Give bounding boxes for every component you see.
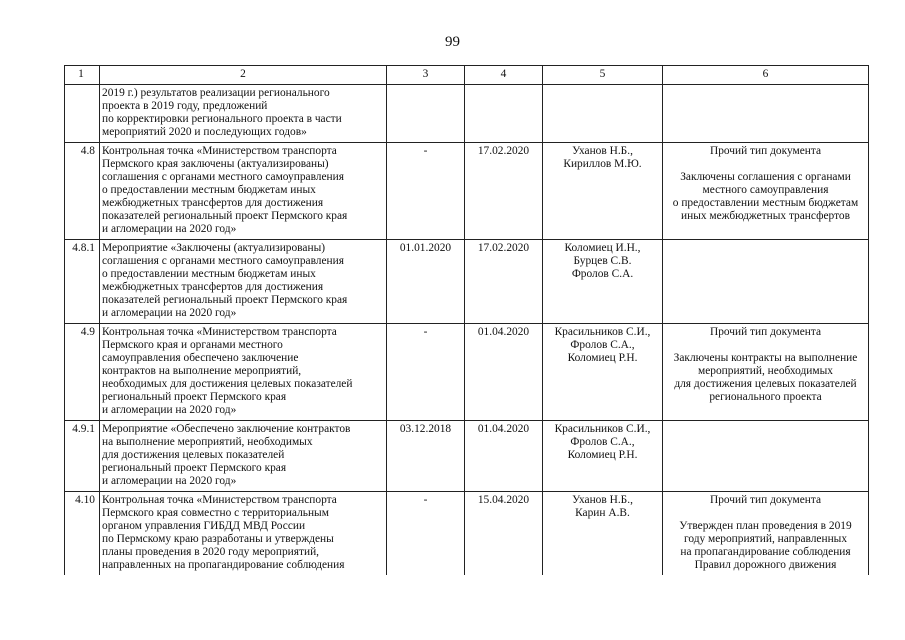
row-start-date: 01.01.2020 (387, 240, 465, 324)
row-result (663, 85, 869, 143)
column-header-5: 5 (543, 66, 663, 85)
table-row (65, 143, 869, 240)
row-description: Мероприятие «Заключены (актуализированы) соглашения с органами местного самоуправления о предоставлении местным бюджетам иных межбюджетных трансфертов для достижения показателей региональный проект Пермского края и агломерации на 2020 год» (100, 240, 387, 324)
row-description: Контрольная точка «Министерством транспорта Пермского края заключены (актуализированы) соглашения с органами местного самоуправления о предоставлении местным бюджетам иных межбюджетных трансфертов для достижения показателей региональный проект Пермского края и агломерации на 2020 год» (100, 143, 387, 240)
row-end-date: 17.02.2020 (465, 240, 543, 324)
row-responsible: Красильников С.И., Фролов С.А., Коломиец Р.Н. (543, 421, 663, 492)
row-number: 4.8.1 (65, 240, 100, 324)
row-result (663, 240, 869, 324)
row-start-date: 03.12.2018 (387, 421, 465, 492)
row-result: Прочий тип документа Заключены контракты на выполнение мероприятий, необходимых для достижения целевых показателей регионального проекта (663, 324, 869, 421)
table-row (65, 240, 869, 324)
row-end-date: 17.02.2020 (465, 143, 543, 240)
row-responsible: Красильников С.И., Фролов С.А., Коломиец Р.Н. (543, 324, 663, 421)
column-header-3: 3 (387, 66, 465, 85)
row-end-date: 01.04.2020 (465, 421, 543, 492)
table-row (65, 85, 869, 143)
row-start-date: - (387, 492, 465, 576)
row-start-date: - (387, 143, 465, 240)
table-row (65, 324, 869, 421)
plan-table (64, 65, 869, 575)
row-start-date (387, 85, 465, 143)
row-number (65, 85, 100, 143)
row-end-date (465, 85, 543, 143)
column-header-6: 6 (663, 66, 869, 85)
row-result: Прочий тип документа Заключены соглашения с органами местного самоуправления о предоставлении местным бюджетам иных межбюджетных трансфертов (663, 143, 869, 240)
row-description: Контрольная точка «Министерством транспорта Пермского края совместно с территориальным органом управления ГИБДД МВД России по Пермскому краю разработаны и утверждены планы проведения в 2020 году мероприятий, направленных на пропагандирование соблюдения (100, 492, 387, 576)
row-start-date: - (387, 324, 465, 421)
row-number: 4.9.1 (65, 421, 100, 492)
row-responsible (543, 85, 663, 143)
table-row (65, 492, 869, 576)
row-result: Прочий тип документа Утвержден план проведения в 2019 году мероприятий, направленных на пропагандирование соблюдения Правил дорожного движения (663, 492, 869, 576)
row-responsible: Коломиец И.Н., Бурцев С.В. Фролов С.А. (543, 240, 663, 324)
table-row (65, 421, 869, 492)
row-end-date: 01.04.2020 (465, 324, 543, 421)
row-result (663, 421, 869, 492)
row-end-date: 15.04.2020 (465, 492, 543, 576)
column-header-4: 4 (465, 66, 543, 85)
column-header-2: 2 (100, 66, 387, 85)
page-number: 99 (445, 34, 460, 50)
row-number: 4.9 (65, 324, 100, 421)
row-responsible: Уханов Н.Б., Кириллов М.Ю. (543, 143, 663, 240)
row-description: Мероприятие «Обеспечено заключение контрактов на выполнение мероприятий, необходимых для достижения целевых показателей региональный проект Пермского края и агломерации на 2020 год» (100, 421, 387, 492)
table-header-row (65, 66, 869, 85)
row-responsible: Уханов Н.Б., Карин А.В. (543, 492, 663, 576)
column-header-1: 1 (65, 66, 100, 85)
row-description: 2019 г.) результатов реализации регионального проекта в 2019 году, предложений по корректировки регионального проекта в части мероприятий 2020 и последующих годов» (100, 85, 387, 143)
row-number: 4.10 (65, 492, 100, 576)
row-description: Контрольная точка «Министерством транспорта Пермского края и органами местного самоуправления обеспечено заключение контрактов на выполнение мероприятий, необходимых для достижения целевых показателей региональный проект Пермского края и агломерации на 2020 год» (100, 324, 387, 421)
row-number: 4.8 (65, 143, 100, 240)
